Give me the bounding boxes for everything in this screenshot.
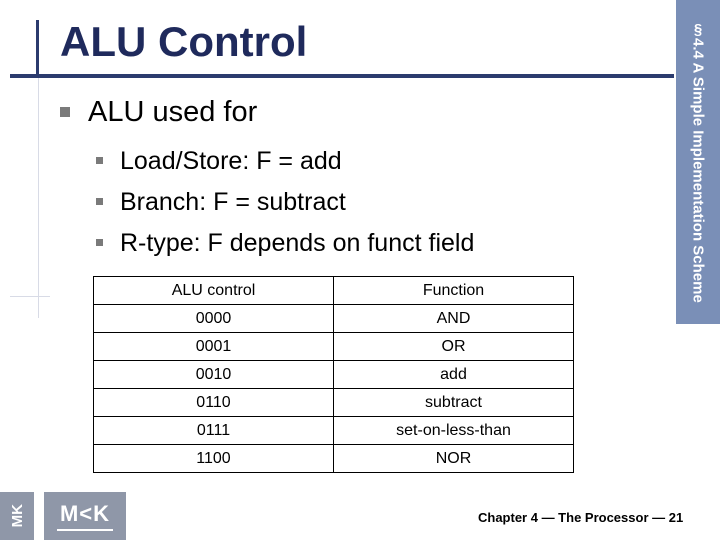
bullet-alu-used-for — [60, 94, 257, 130]
decorative-vertical-line — [36, 20, 39, 78]
column-header-function: Function — [334, 277, 574, 305]
publisher-logo — [44, 492, 126, 540]
slide-title: ALU Control — [60, 18, 308, 65]
alu-control-table — [93, 276, 574, 473]
sub-bullet-branch — [96, 181, 474, 222]
sub-bullet-text: Branch: F = subtract — [120, 187, 346, 216]
publisher-side-logo — [0, 492, 34, 540]
function-cell: OR — [334, 333, 574, 361]
table-row — [94, 333, 574, 361]
column-header-alu-control: ALU control — [94, 277, 334, 305]
sub-bullet-load-store — [96, 140, 474, 181]
square-bullet-icon — [60, 107, 70, 117]
section-label: §4.4 A Simple Implementation Scheme — [689, 21, 707, 303]
square-bullet-icon — [96, 198, 103, 205]
sub-bullet-list — [96, 140, 474, 263]
function-cell: add — [334, 361, 574, 389]
alu-control-cell: 0010 — [94, 361, 334, 389]
function-cell: set-on-less-than — [334, 417, 574, 445]
table-row — [94, 305, 574, 333]
alu-control-cell: 0000 — [94, 305, 334, 333]
sub-bullet-r-type — [96, 222, 474, 263]
function-cell: subtract — [334, 389, 574, 417]
decorative-faint-horizontal-line — [10, 296, 50, 297]
logo-side-text: MK — [8, 504, 26, 528]
table-row — [94, 417, 574, 445]
alu-control-cell: 0111 — [94, 417, 334, 445]
table-row — [94, 389, 574, 417]
decorative-horizontal-line — [10, 74, 674, 78]
square-bullet-icon — [96, 239, 103, 246]
function-cell: AND — [334, 305, 574, 333]
table-row — [94, 361, 574, 389]
section-side-bar — [676, 0, 720, 324]
logo-main-text: M<K — [59, 501, 111, 526]
alu-control-cell: 0001 — [94, 333, 334, 361]
slide-footer: Chapter 4 — The Processor — 21 — [478, 510, 684, 525]
table-row — [94, 445, 574, 473]
alu-control-cell: 0110 — [94, 389, 334, 417]
bullet-text: ALU used for — [88, 96, 258, 128]
alu-control-cell: 1100 — [94, 445, 334, 473]
logo-underline — [57, 529, 113, 531]
table-header-row — [94, 277, 574, 305]
sub-bullet-text: Load/Store: F = add — [120, 146, 342, 175]
function-cell: NOR — [334, 445, 574, 473]
sub-bullet-text: R-type: F depends on funct field — [120, 228, 475, 257]
square-bullet-icon — [96, 157, 103, 164]
decorative-faint-vertical-line — [38, 78, 39, 318]
